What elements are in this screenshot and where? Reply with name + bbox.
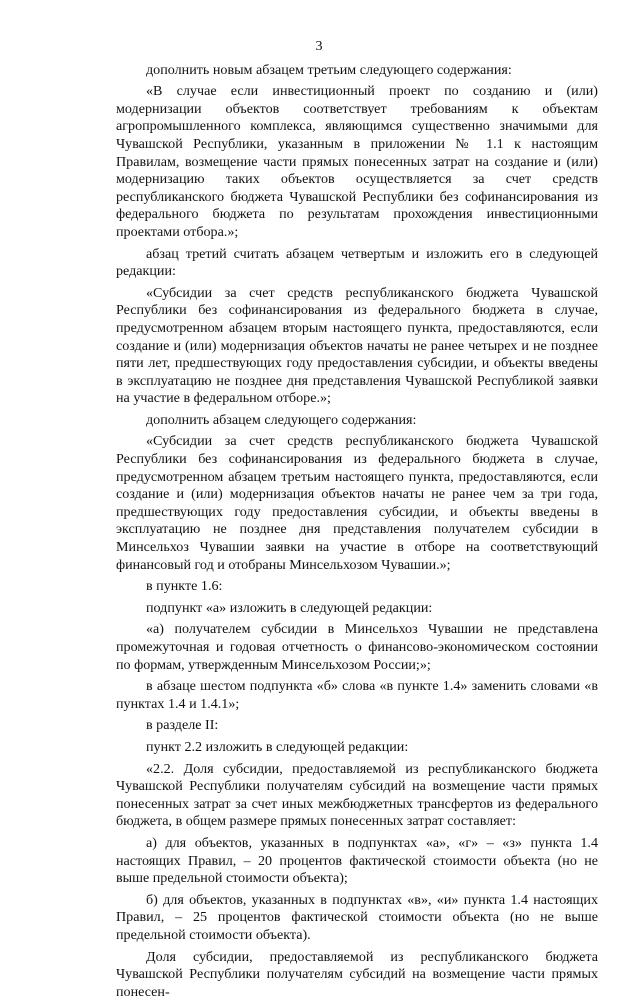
paragraph-item-b: б) для объектов, указанных в подпунктах «в», «и» пункта 1.4 настоящих Правил, – 25 процентов фактической стоимости объекта (но не выше предельной стоимости объекта). [116, 892, 598, 945]
paragraph-clause-2-2: пункт 2.2 изложить в следующей редакции: [116, 739, 598, 757]
paragraph-quote-subsidy-2: «Субсидии за счет средств республиканского бюджета Чувашской Республики без софинансирования из федерального бюджета в случае, предусмотренном абзацем третьим настоящего пункта, предоставляются, если создание и (или) модернизация объектов начаты не ранее чем за три года, предшествующих году предоставления субсидии, и объекты введены в эксплуатацию не позднее дня представления получателем субсидии в Минсельхоз Чувашии заявки на участие в отборе на соответствующий финансовый год и отобраны Минсельхозом Чувашии.»; [116, 433, 598, 574]
paragraph-share-continued: Доля субсидии, предоставляемой из республиканского бюджета Чувашской Республики получателям субсидий на возмещение части прямых понесен- [116, 949, 598, 1001]
paragraph-quote-share: «2.2. Доля субсидии, предоставляемой из республиканского бюджета Чувашской Республики получателям субсидий на возмещение части прямых понесенных затрат за счет иных межбюджетных трансфертов из федерального бюджета, в общем размере прямых понесенных затрат составляет: [116, 761, 598, 831]
paragraph-add-paragraph: дополнить абзацем следующего содержания: [116, 412, 598, 430]
document-body [116, 62, 598, 1001]
paragraph-clause-1-6: в пункте 1.6: [116, 578, 598, 596]
paragraph-section-2: в разделе II: [116, 717, 598, 735]
page-number: 3 [40, 38, 598, 56]
paragraph-subclause-a: подпункт «а» изложить в следующей редакции: [116, 600, 598, 618]
paragraph-third-to-fourth: абзац третий считать абзацем четвертым и изложить его в следующей редакции: [116, 246, 598, 281]
paragraph-add-third: дополнить новым абзацем третьим следующего содержания: [116, 62, 598, 80]
paragraph-item-a: а) для объектов, указанных в подпунктах «а», «г» – «з» пункта 1.4 настоящих Правил, – 20 процентов фактической стоимости объекта (но не выше предельной стоимости объекта); [116, 835, 598, 888]
paragraph-replace-words: в абзаце шестом подпункта «б» слова «в пункте 1.4» заменить словами «в пунктах 1.4 и 1.4.1»; [116, 678, 598, 713]
paragraph-quote-investment: «В случае если инвестиционный проект по созданию и (или) модернизации объектов соответствует требованиям к объектам агропромышленного комплекса, являющимся существенно значимыми для Чувашской Республики, указанным в приложении № 1.1 к настоящим Правилам, возмещение части прямых понесенных затрат на создание и (или) модернизацию таких объектов осуществляется за счет средств республиканского бюджета Чувашской Республики без софинансирования из федерального бюджета по результатам прохождения инвестиционными проектами отбора.»; [116, 83, 598, 241]
paragraph-quote-subsidy-1: «Субсидии за счет средств республиканского бюджета Чувашской Республики без софинансирования из федерального бюджета в случае, предусмотренном абзацем вторым настоящего пункта, предоставляются, если создание и (или) модернизация объектов начаты не ранее четырех и не позднее пяти лет, предшествующих году предоставления субсидии, и объекты введены в эксплуатацию не позднее дня представления Чувашской Республикой заявки на участие в федеральном отборе.»; [116, 285, 598, 408]
paragraph-quote-reporting: «а) получателем субсидии в Минсельхоз Чувашии не представлена промежуточная и годовая отчетность о финансово-экономическом состоянии по формам, утвержденным Минсельхозом России;»; [116, 621, 598, 674]
